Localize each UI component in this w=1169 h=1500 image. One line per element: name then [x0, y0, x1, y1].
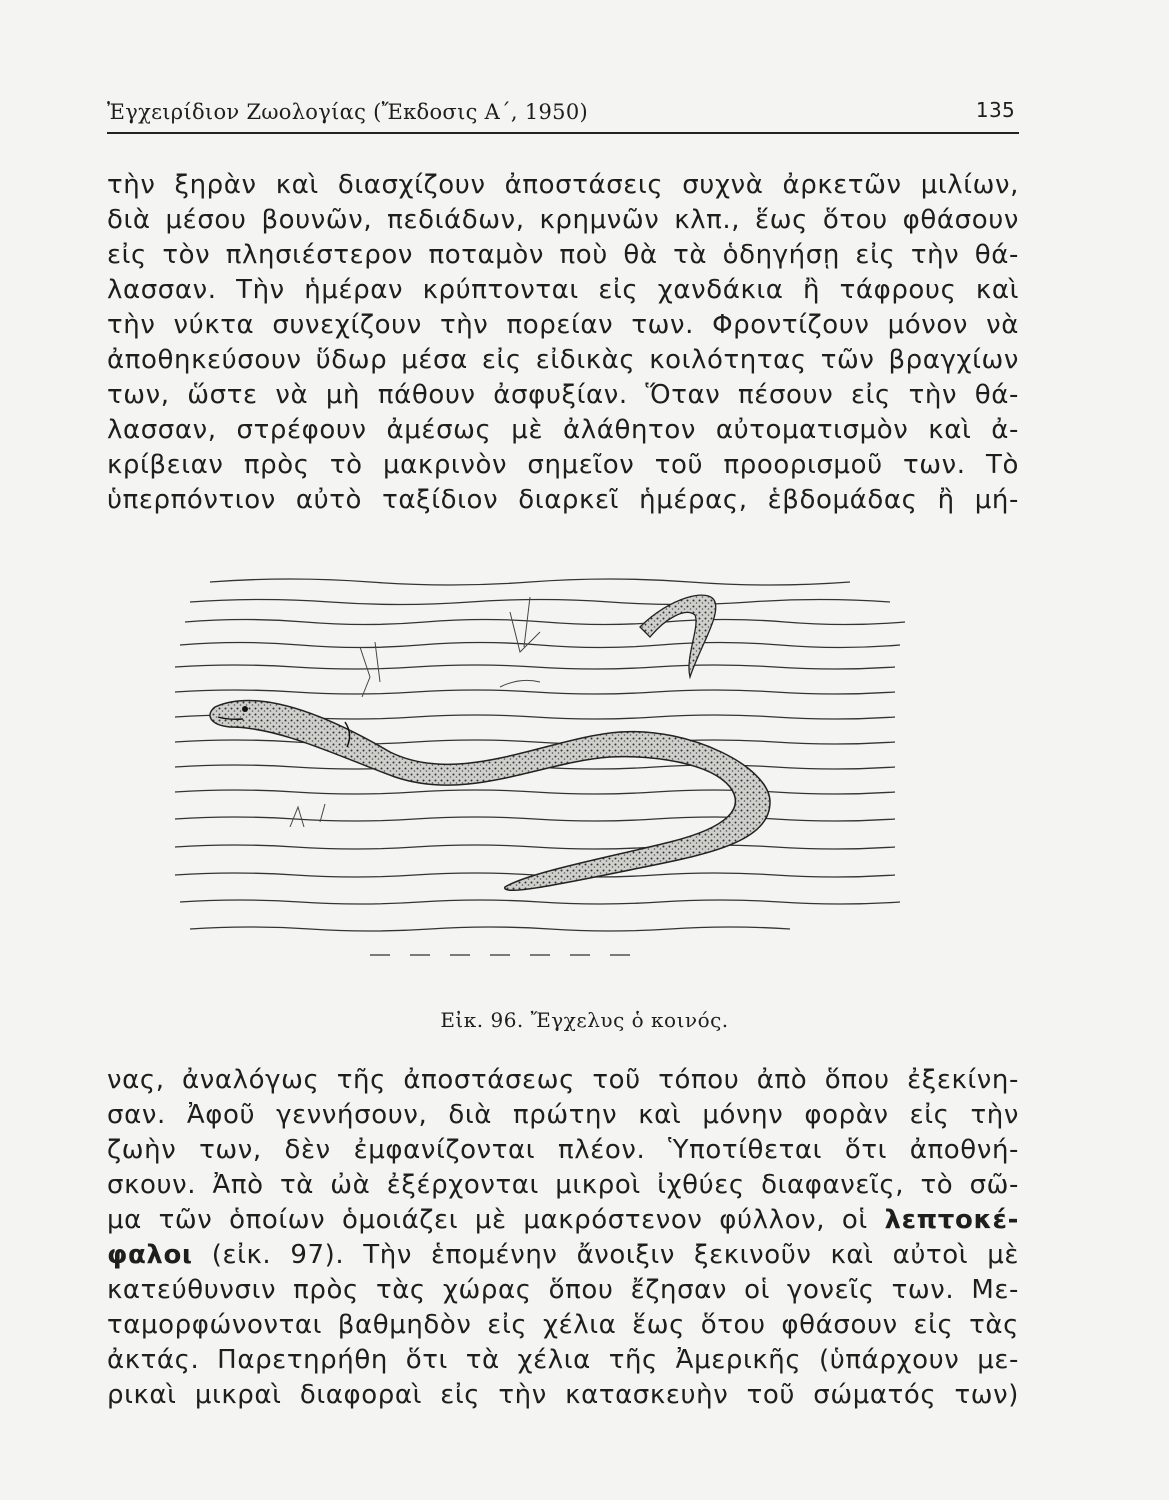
text-line: διὰ μέσου βουνῶν, πεδιάδων, κρημνῶν κλπ., ἕως ὅτου φθάσουν — [107, 205, 1019, 235]
text-line: κατεύθυνσιν πρὸς τὰς χώρας ὅπου ἔζησαν οἱ γονεῖς των. Με- — [107, 1275, 1019, 1305]
text-line: κρίβειαν πρὸς τὸ μακρινὸν σημεῖον τοῦ προορισμοῦ των. Τὸ — [107, 450, 1019, 480]
running-title: Ἐγχειρίδιον Ζωολογίας (Ἔκδοσις Α΄, 1950) — [107, 100, 588, 124]
bold-term: λεπτοκέ- — [884, 1205, 1019, 1235]
text-line: ἀποθηκεύσουν ὕδωρ μέσα εἰς εἰδικὰς κοιλότητας τῶν βραγχίων — [107, 345, 1019, 375]
paragraph-bottom — [107, 1063, 1019, 1413]
text-line: ἀκτάς. Παρετηρήθη ὅτι τὰ χέλια τῆς Ἀμερικῆς (ὑπάρχουν με- — [107, 1345, 1019, 1375]
text-line: εἰς τὸν πλησιέστερον ποταμὸν ποὺ θὰ τὰ ὁδηγήσῃ εἰς τὴν θά- — [107, 240, 1019, 270]
text-line: σκουν. Ἀπὸ τὰ ὠὰ ἐξέρχονται μικροὶ ἰχθύες διαφανεῖς, τὸ σῶ- — [107, 1170, 1019, 1200]
text-line — [107, 1238, 1019, 1273]
text-line: ὑπερπόντιον αὐτὸ ταξίδιον διαρκεῖ ἡμέρας, ἑβδομάδας ἢ μή- — [107, 485, 1019, 515]
page-number: 135 — [975, 98, 1015, 122]
eel-drawing — [170, 557, 920, 972]
text-line: των, ὥστε νὰ μὴ πάθουν ἀσφυξίαν. Ὅταν πέσουν εἰς τὴν θά- — [107, 380, 1019, 410]
text-line — [107, 1203, 1019, 1238]
eel-eye — [242, 706, 248, 712]
eel-body — [210, 701, 770, 891]
text-line: τὴν ξηρὰν καὶ διασχίζουν ἀποστάσεις συχνὰ ἀρκετῶν μιλίων, — [107, 170, 1019, 200]
text-line: λασσαν, στρέφουν ἀμέσως μὲ ἀλάθητον αὐτοματισμὸν καὶ ἀ- — [107, 415, 1019, 445]
eel-illustration — [170, 557, 920, 972]
text-line: ταμορφώνονται βαθμηδὸν εἰς χέλια ἕως ὅτου φθάσουν εἰς τὰς — [107, 1310, 1019, 1340]
text-line: ρικαὶ μικραὶ διαφοραὶ εἰς τὴν κατασκευὴν τοῦ σώματός των) — [107, 1380, 1019, 1410]
paragraph-top — [107, 168, 1019, 518]
text-line: ζωὴν των, δὲν ἐμφανίζονται πλέον. Ὑποτίθεται ὅτι ἀποθνή- — [107, 1135, 1019, 1165]
text-line: νας, ἀναλόγως τῆς ἀποστάσεως τοῦ τόπου ἀπὸ ὅπου ἐξεκίνη- — [107, 1065, 1019, 1095]
text-fragment: (εἰκ. 97). Τὴν ἑπομένην ἄνοιξιν ξεκινοῦν καὶ αὐτοὶ μὲ — [192, 1240, 1019, 1270]
bold-term: φαλοι — [107, 1240, 193, 1270]
text-line: λασσαν. Τὴν ἡμέραν κρύπτονται εἰς χανδάκια ἢ τάφρους καὶ — [107, 275, 1019, 305]
figure-caption: Εἰκ. 96. Ἔγχελυς ὁ κοινός. — [440, 1008, 729, 1032]
running-head — [107, 98, 1019, 134]
text-fragment: μα τῶν ὁποίων ὁμοιάζει μὲ μακρόστενον φύλλον, οἱ — [107, 1205, 885, 1235]
text-line: τὴν νύκτα συνεχίζουν τὴν πορείαν των. Φροντίζουν μόνον νὰ — [107, 310, 1019, 340]
text-line: σαν. Ἀφοῦ γεννήσουν, διὰ πρώτην καὶ μόνην φορὰν εἰς τὴν — [107, 1100, 1019, 1130]
